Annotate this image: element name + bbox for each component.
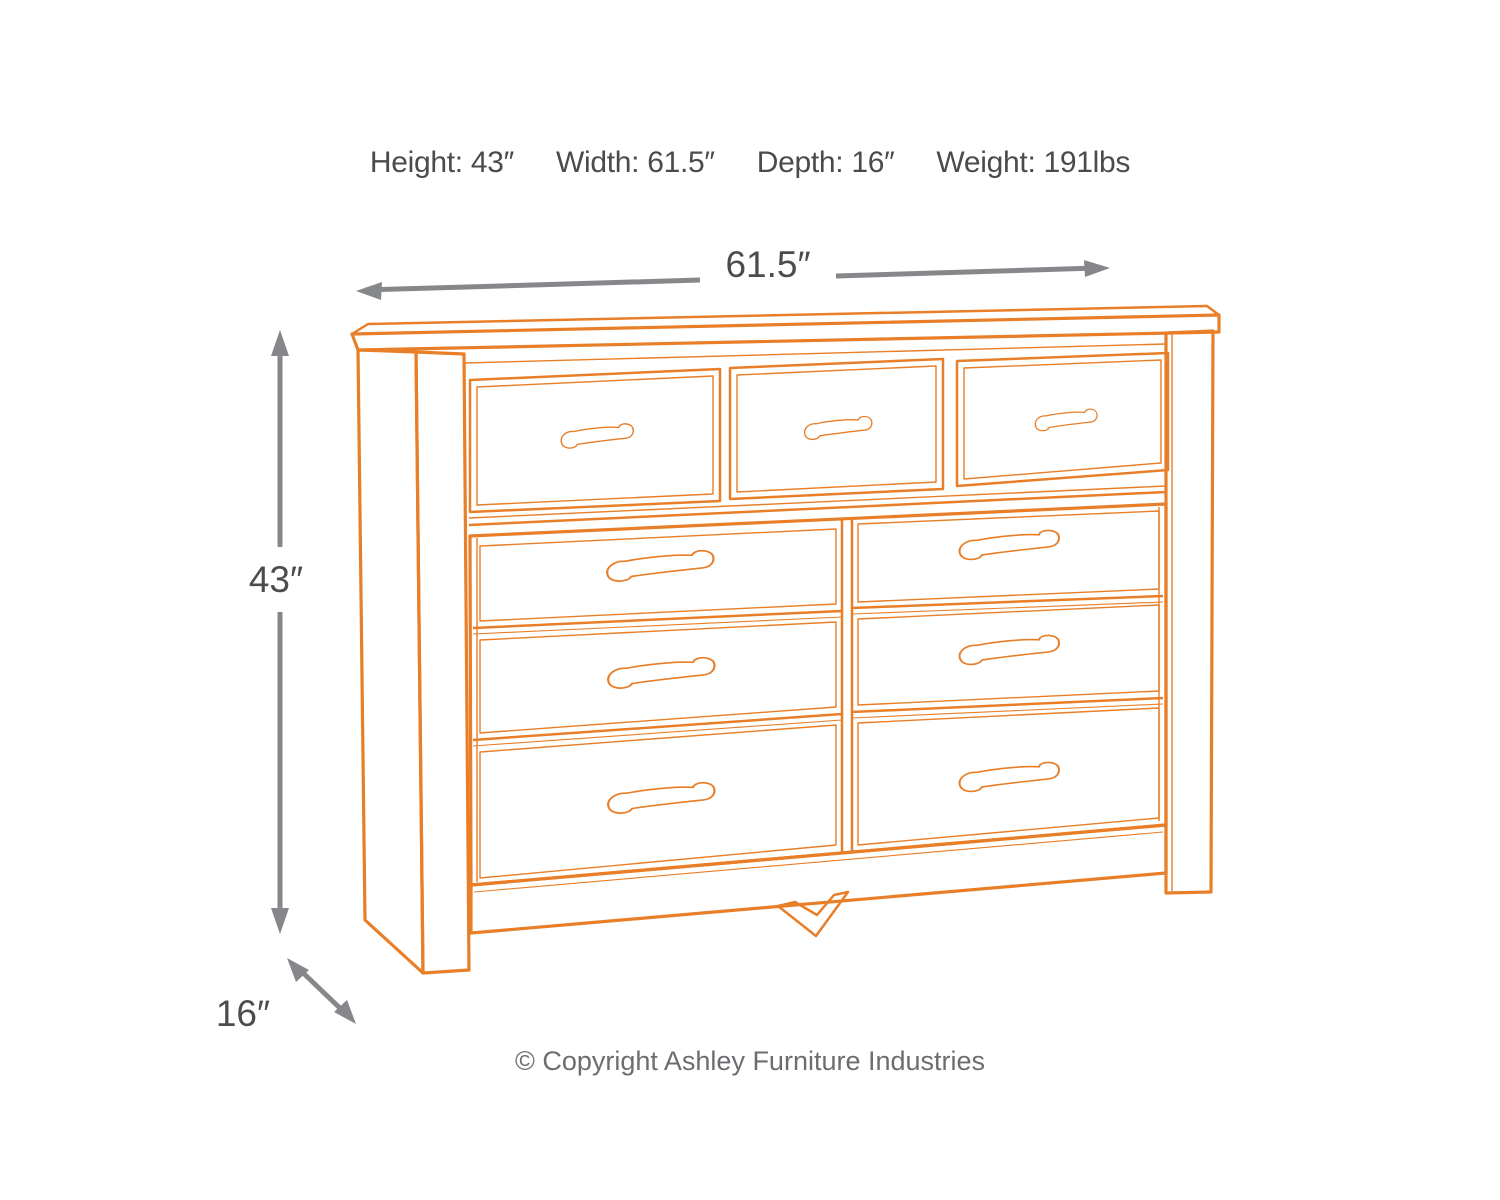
dresser-right-side bbox=[1166, 331, 1213, 893]
lower-drawer-right-1 bbox=[858, 511, 1159, 602]
lower-drawer-left-2 bbox=[480, 622, 836, 733]
spec-weight: Weight: 191lbs bbox=[936, 146, 1131, 179]
center-divider bbox=[842, 519, 852, 853]
lower-drawer-left-1 bbox=[480, 529, 836, 621]
top-drawer-2 bbox=[730, 359, 943, 499]
lower-drawer-right-3 bbox=[858, 708, 1159, 845]
dresser-top bbox=[352, 306, 1219, 350]
spec-depth: Depth: 16″ bbox=[756, 146, 895, 179]
spec-width: Width: 61.5″ bbox=[555, 146, 715, 179]
drawer-handle bbox=[804, 416, 872, 440]
spec-height: Height: 43″ bbox=[369, 146, 514, 179]
drawer-handle bbox=[959, 762, 1060, 792]
lower-drawer-right-2 bbox=[858, 605, 1159, 705]
height-dimension bbox=[249, 330, 303, 934]
dresser-drawing bbox=[352, 306, 1219, 973]
lower-chest bbox=[470, 504, 1166, 885]
width-dimension-label: 61.5″ bbox=[725, 244, 811, 285]
drawer-handle bbox=[606, 550, 714, 582]
copyright-notice: © Copyright Ashley Furniture Industries bbox=[514, 1046, 986, 1076]
drawer-handle bbox=[607, 782, 715, 814]
drawer-row-boundaries bbox=[473, 596, 1163, 746]
drawer-handle bbox=[959, 635, 1060, 665]
lower-drawer-left-3 bbox=[480, 725, 836, 878]
top-drawer-3 bbox=[957, 353, 1168, 486]
top-drawer-1 bbox=[470, 369, 720, 512]
dresser-left-side bbox=[358, 350, 469, 973]
drawer-handle bbox=[959, 530, 1060, 560]
width-dimension bbox=[356, 244, 1110, 300]
drawer-handle bbox=[561, 424, 634, 449]
center-foot bbox=[778, 892, 848, 936]
drawer-handle bbox=[1035, 409, 1098, 431]
height-dimension-label: 43″ bbox=[248, 559, 304, 600]
depth-dimension bbox=[216, 958, 356, 1034]
bottom-rail bbox=[471, 825, 1166, 933]
drawer-handle bbox=[607, 657, 715, 689]
depth-dimension-label: 16″ bbox=[215, 993, 271, 1034]
